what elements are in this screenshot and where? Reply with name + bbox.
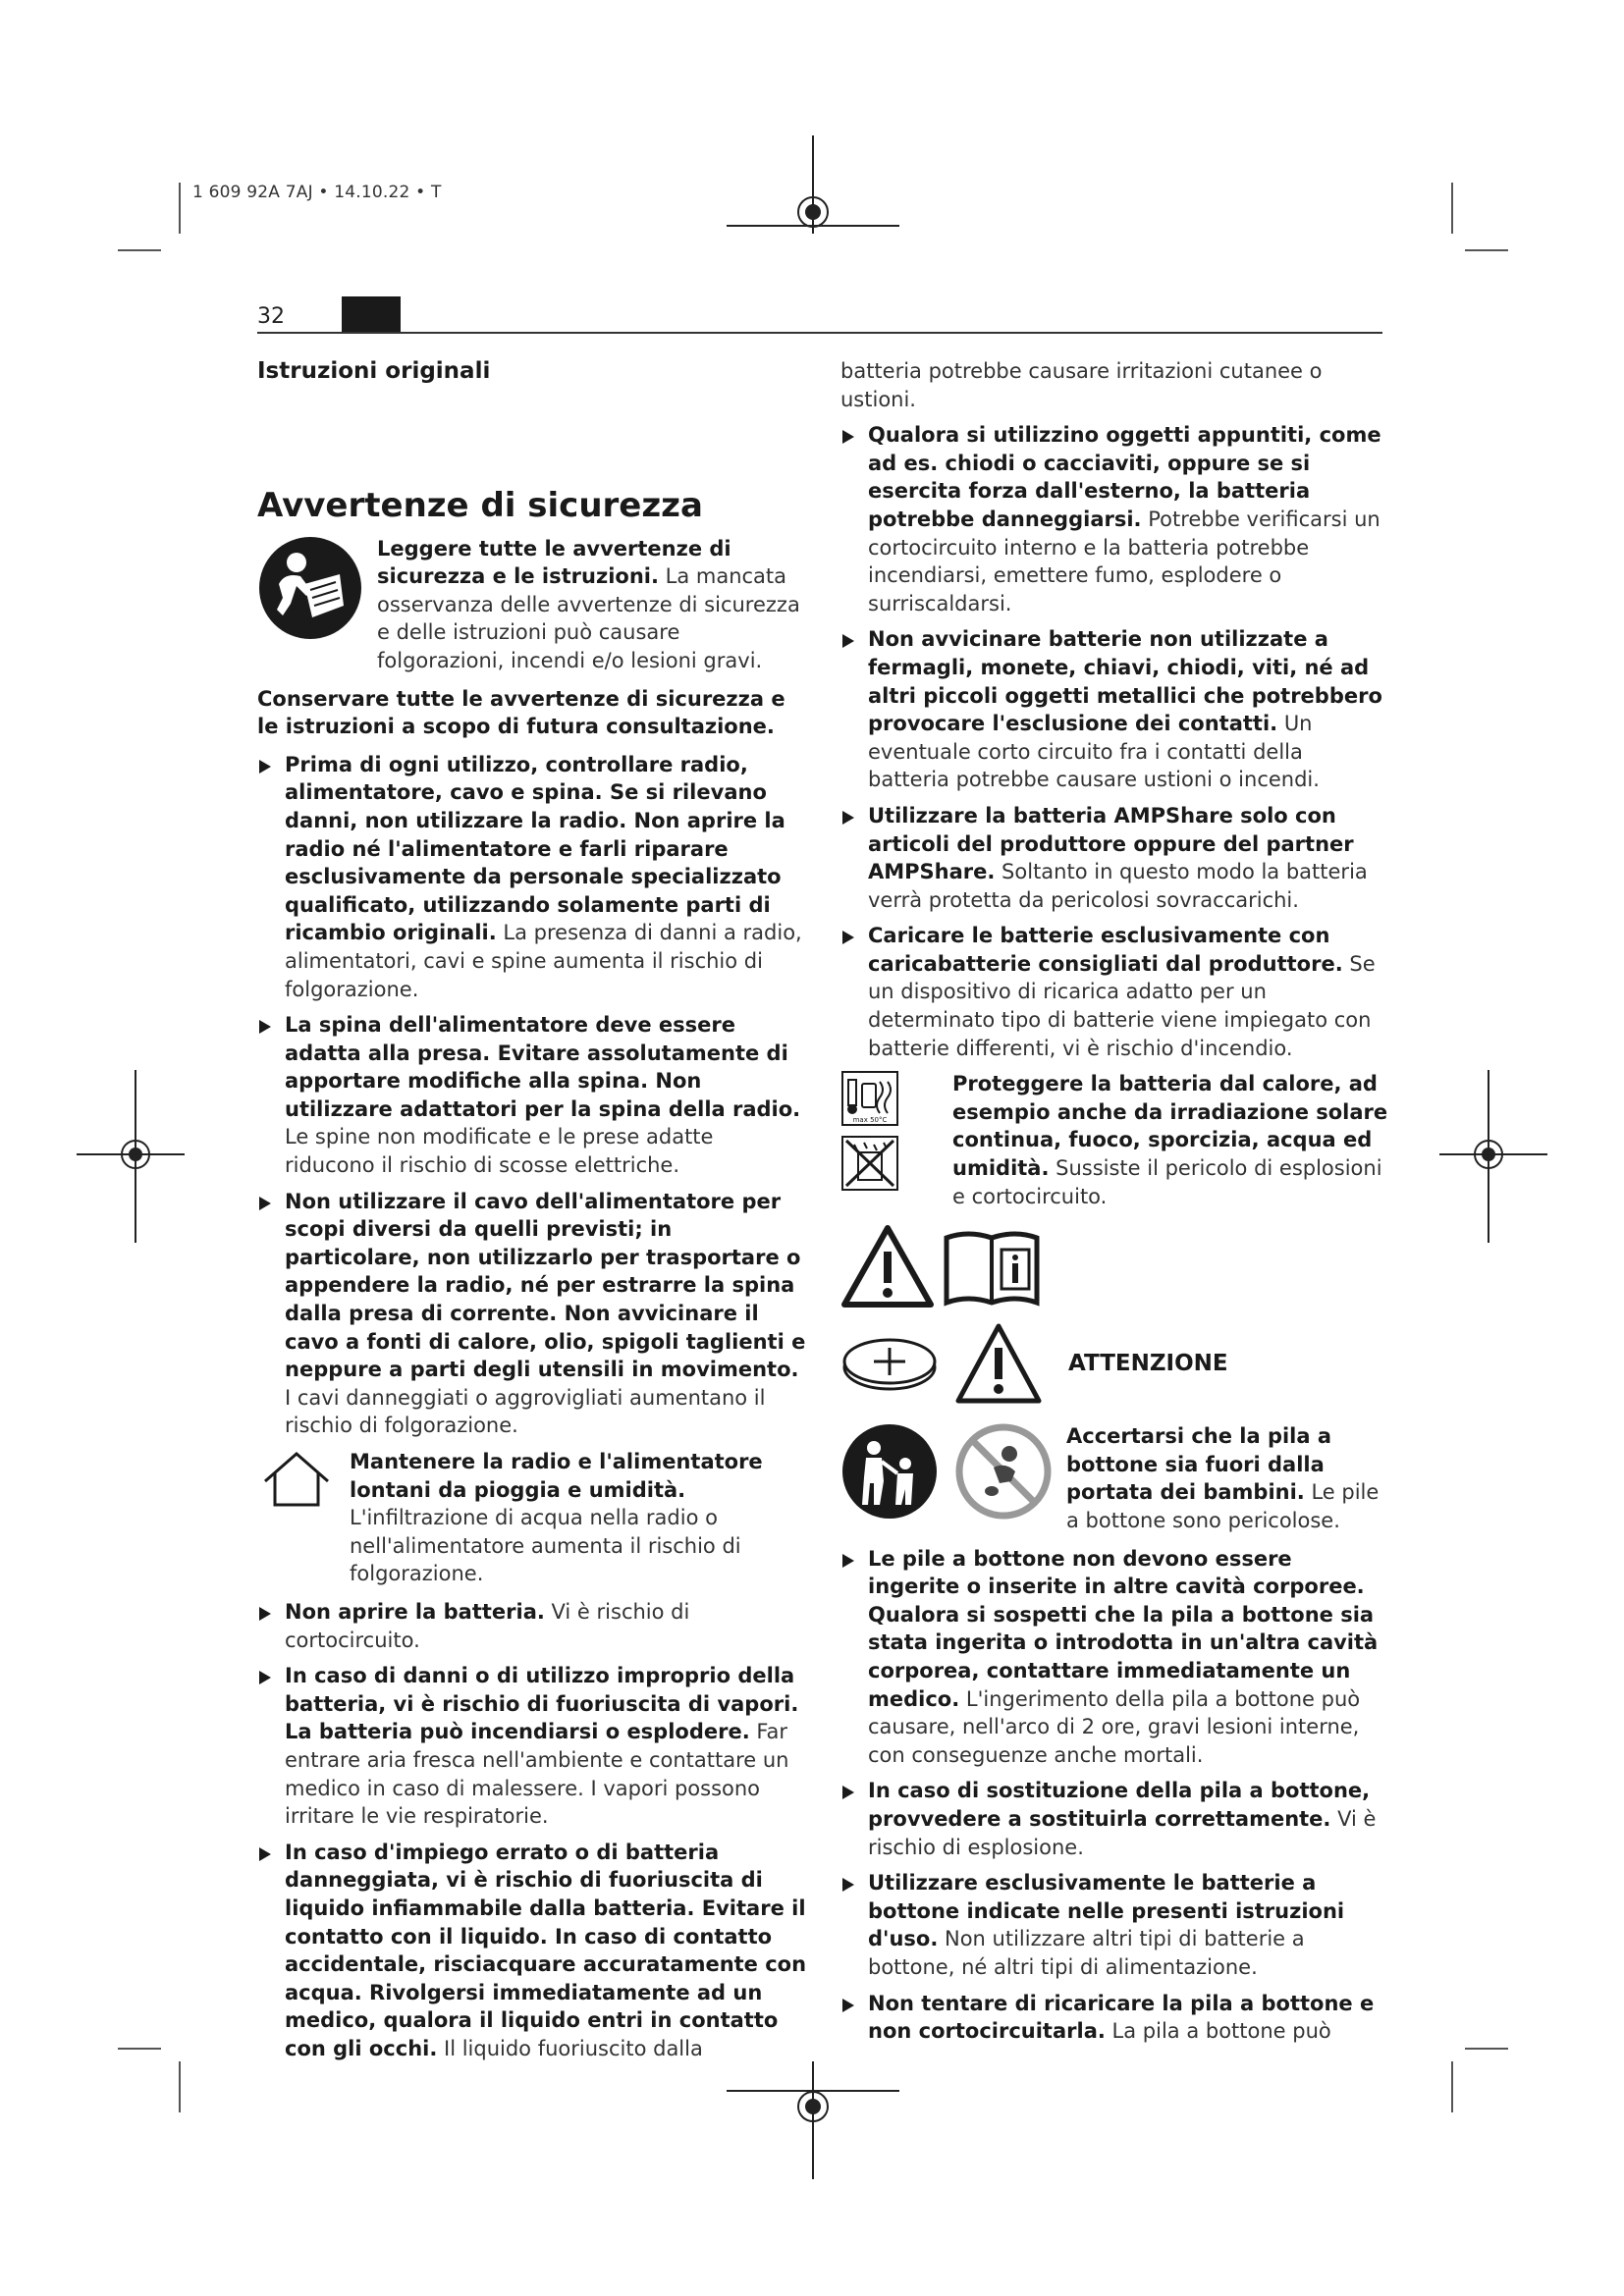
top-rule xyxy=(257,332,1382,334)
warning-manual-icons xyxy=(840,1224,1390,1308)
no-water-icon xyxy=(840,1135,899,1192)
children-warning xyxy=(840,1422,1390,1534)
warning-triangle-icon xyxy=(840,1224,935,1308)
caution-triangle-icon xyxy=(954,1322,1043,1405)
heat-icons xyxy=(840,1070,939,1210)
rain-warning xyxy=(257,1448,807,1588)
page-tab xyxy=(342,296,401,332)
warning-item: Utilizzare la batteria AMPShare solo con articoli del produttore oppure del partner AMPShare. Soltanto in questo modo la batteria verrà protetta da pericolosi sovraccarichi. xyxy=(840,802,1390,914)
rain-text: Mantenere la radio e l'alimentatore lontani da pioggia e umidità. L'infiltrazione di acqua nella radio o nell'alimentatore aumenta il rischio di folgorazione. xyxy=(350,1450,763,1586)
doc-label: Istruzioni originali xyxy=(257,358,491,384)
registration-mark-bottom xyxy=(727,2052,903,2179)
keep-instructions: Conservare tutte le avvertenze di sicurezza e le istruzioni a scopo di futura consultazione. xyxy=(257,686,785,739)
warning-item: Non aprire la batteria. Vi è rischio di cortocircuito. xyxy=(257,1598,807,1654)
warning-item: Le pile a bottone non devono essere ingerite o inserite in altre cavità corporee. Qualora si sospetti che la pila a bottone sia stata ingerita o introdotta in un'altra cavità corporea, contattare immediatamente un medico. L'ingerimento della pila a bottone può causare, nell'arco di 2 ore, gravi lesioni interne, con conseguenze anche mortali. xyxy=(840,1545,1390,1770)
warning-item: Qualora si utilizzino oggetti appuntiti, come ad es. chiodi o cacciaviti, oppure se si esercita forza dall'esterno, la batteria potrebbe danneggiarsi. Potrebbe verificarsi un cortocircuito interno e la batteria potrebbe incendiarsi, emettere fumo, esplodere o surriscaldarsi. xyxy=(840,421,1390,617)
warning-item: Caricare le batterie esclusivamente con caricabatterie consigliati dal produttore. Se un dispositivo di ricarica adatto per un determinato tipo di batterie viene impiegato con batterie differenti, vi è rischio d'incendio. xyxy=(840,922,1390,1062)
crop-mark xyxy=(1451,183,1453,234)
keep-away-children-icon xyxy=(840,1422,939,1521)
no-swallow-icon xyxy=(954,1422,1053,1521)
heat-icon xyxy=(840,1070,899,1127)
left-column xyxy=(257,357,807,2070)
continued-text: batteria potrebbe causare irritazioni cutanee o ustioni. xyxy=(840,359,1323,411)
warning-item: Prima di ogni utilizzo, controllare radio, alimentatore, cavo e spina. Se si rilevano danni, non utilizzare la radio. Non aprire la radio né l'alimentatore e farli riparare esclusivamente da personale specializzato qualificato, utilizzando solamente parti di ricambio originali. La presenza di danni a radio, alimentatori, cavi e spine aumenta il rischio di folgorazione. xyxy=(257,751,807,1003)
warning-item: La spina dell'alimentatore deve essere adatta alla presa. Evitare assolutamente di apportare modifiche alla spina. Non utilizzare adattatori per la spina della radio. Le spine non modificate e le prese adatte riducono il rischio di scosse elettriche. xyxy=(257,1011,807,1180)
heat-warning xyxy=(840,1070,1390,1210)
crop-mark xyxy=(118,2048,161,2050)
attention-label: ATTENZIONE xyxy=(1068,1350,1228,1376)
warning-item: In caso di danni o di utilizzo improprio della batteria, vi è rischio di fuoriuscita di vapori. La batteria può incendiarsi o esplodere. Far entrare aria fresca nell'ambiente e contattare un medico in caso di malessere. I vapori possono irritare le vie respiratorie. xyxy=(257,1662,807,1831)
button-cell-icon xyxy=(840,1334,939,1393)
crop-mark xyxy=(1465,2048,1508,2050)
warning-item: In caso d'impiego errato o di batteria danneggiata, vi è rischio di fuoriuscita di liquido infiammabile dalla batteria. Evitare il contatto con il liquido. In caso di contatto accidentale, risciacquare accuratamente con acqua. Rivolgersi immediatamente ad un medico, qualora il liquido entri in contatto con gli occhi. Il liquido fuoriuscito dalla xyxy=(257,1839,807,2063)
intro-warning xyxy=(257,535,807,675)
crop-mark xyxy=(118,249,161,251)
registration-mark-top xyxy=(727,135,903,253)
right-column xyxy=(840,357,1390,2054)
registration-mark-right xyxy=(1439,1070,1547,1247)
warning-item: Utilizzare esclusivamente le batterie a bottone indicate nelle presenti istruzioni d'uso. Non utilizzare altri tipi di batterie a bottone, né altri tipi di alimentazione. xyxy=(840,1869,1390,1981)
intro-text: Leggere tutte le avvertenze di sicurezza e le istruzioni. La mancata osservanza delle avvertenze di sicurezza e delle istruzioni può causare folgorazioni, incendi e/o lesioni gravi. xyxy=(377,536,800,672)
children-text: Accertarsi che la pila a bottone sia fuori dalla portata dei bambini. Le pile a bottone sono pericolose. xyxy=(1066,1424,1380,1532)
warning-item: Non utilizzare il cavo dell'alimentatore per scopi diversi da quelli previsti; in particolare, non utilizzarlo per trasportare o appendere la radio, né per estrarre la spina dalla presa di corrente. Non avvicinare il cavo a fonti di calore, olio, spigoli taglienti e neppure a parti degli utensili in movimento. I cavi danneggiati o aggrovigliati aumentano il rischio di folgorazione. xyxy=(257,1188,807,1440)
warning-item: In caso di sostituzione della pila a bottone, provvedere a sostituirla correttamente. Vi è rischio di esplosione. xyxy=(840,1777,1390,1861)
registration-mark-left xyxy=(77,1070,185,1247)
warning-item: Non tentare di ricaricare la pila a bottone e non cortocircuitarla. La pila a bottone può xyxy=(840,1990,1390,2046)
section-title: Avvertenze di sicurezza xyxy=(257,485,703,525)
heat-icon-label: max 50°C xyxy=(852,1116,888,1125)
print-code: 1 609 92A 7AJ • 14.10.22 • T xyxy=(192,183,442,202)
attention-row xyxy=(840,1322,1390,1405)
manual-info-icon xyxy=(943,1224,1041,1308)
crop-mark xyxy=(179,2061,181,2112)
indoor-only-icon xyxy=(257,1448,336,1588)
crop-mark xyxy=(1465,249,1508,251)
read-manual-icon xyxy=(257,535,363,675)
heat-text: Proteggere la batteria dal calore, ad esempio anche da irradiazione solare continua, fuoco, sporcizia, acqua ed umidità. Sussiste il pericolo di esplosioni e cortocircuito. xyxy=(952,1072,1388,1208)
warning-item: Non avvicinare batterie non utilizzate a fermagli, monete, chiavi, chiodi, viti, né ad altri piccoli oggetti metallici che potrebbero provocare l'esclusione dei contatti. Un eventuale corto circuito fra i contatti della batteria potrebbe causare ustioni o incendi. xyxy=(840,625,1390,794)
crop-mark xyxy=(1451,2061,1453,2112)
child-icons xyxy=(840,1422,1053,1521)
page-number: 32 xyxy=(257,304,285,329)
crop-mark xyxy=(179,183,181,234)
